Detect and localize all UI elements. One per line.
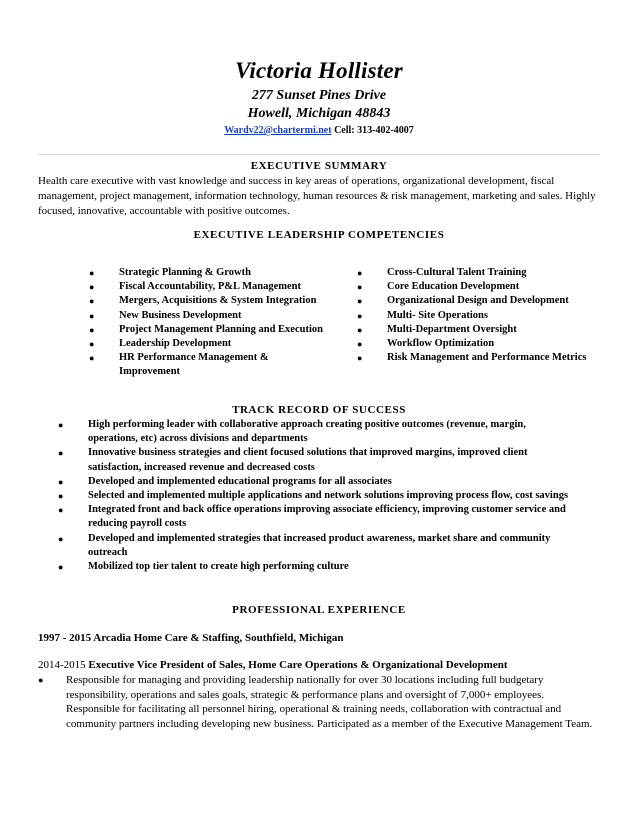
list-item: ● Multi- Site Operations [357,309,617,323]
duty-continuation: Responsible for facilitating all personnel hiring, operational & training needs, collaboration with contractual and community partners including developing new business. Participated as a member of the Executive Management Team. [66,703,593,730]
list-item: ● High performing leader with collaborative approach creating positive outcomes (revenue, margin, operations, etc) across divisions and departments [58,418,578,446]
list-item: ● Selected and implemented multiple applications and network solutions improving process flow, cost savings [58,489,578,503]
track-record-list [58,418,578,574]
list-item: ● Risk Management and Performance Metrics [357,351,617,365]
list-item: ● Workflow Optimization [357,337,617,351]
list-item: ● Fiscal Accountability, P&L Management [89,280,329,294]
address-line-1: 277 Sunset Pines Drive [251,88,387,103]
experience-heading: PROFESSIONAL EXPERIENCE [232,604,406,616]
list-item: ● Innovative business strategies and client focused solutions that improved margins, improved client satisfaction, increased revenue and decreased costs [58,446,578,474]
list-item: ● Integrated front and back office operations improving associate efficiency, improving customer service and reducing payroll costs [58,503,578,531]
role-years: 2014-2015 [38,659,86,671]
list-item: ● New Business Development [89,309,329,323]
list-item: ● Organizational Design and Development [357,294,617,308]
list-item: ● Cross-Cultural Talent Training [357,266,617,280]
company-line: 1997 - 2015 Arcadia Home Care & Staffing, Southfield, Michigan [38,632,344,644]
list-item: ● Responsible for managing and providing leadership nationally for over 30 locations including full budgetary responsibility, operations and sales goals, strategic & performance plans and oversight of 7,000+ employees. [38,673,598,702]
header-divider [38,154,600,155]
list-item: ● Project Management Planning and Execution [89,323,329,337]
summary-text: Health care executive with vast knowledge and success in key areas of operations, organizational development, fiscal management, project management, information technology, human resources & risk management, marketing and sales. Highly focused, innovative, accountable with positive outcomes. [38,175,596,217]
list-item: ● Mobilized top tier talent to create high performing culture [58,560,578,574]
list-item: ● Strategic Planning & Growth [89,266,329,280]
track-record-heading: TRACK RECORD OF SUCCESS [232,404,406,416]
duties-list [38,673,598,702]
list-item: ● Core Education Development [357,280,617,294]
email-link[interactable]: Wardv22@chartermi.net [224,125,332,136]
candidate-name: Victoria Hollister [235,58,403,83]
list-item: ● Multi-Department Oversight [357,323,617,337]
role-line [38,659,507,671]
list-item: ● Developed and implemented strategies that increased product awareness, market share and community outreach [58,532,578,560]
list-item: ● Leadership Development [89,337,329,351]
contact-line [0,125,638,136]
competencies-left-list [89,266,329,380]
address-line-2: Howell, Michigan 48843 [247,106,391,121]
role-title: Executive Vice President of Sales, Home Care Operations & Organizational Development [88,659,508,671]
list-item: ● Mergers, Acquisitions & System Integration [89,294,329,308]
list-item: ● HR Performance Management & Improvement [89,351,329,379]
summary-heading: EXECUTIVE SUMMARY [250,160,388,172]
list-item: ● Developed and implemented educational programs for all associates [58,475,578,489]
competencies-heading: EXECUTIVE LEADERSHIP COMPETENCIES [193,229,445,241]
competencies-right-list [357,266,617,365]
phone-number: Cell: 313-402-4007 [334,125,414,136]
